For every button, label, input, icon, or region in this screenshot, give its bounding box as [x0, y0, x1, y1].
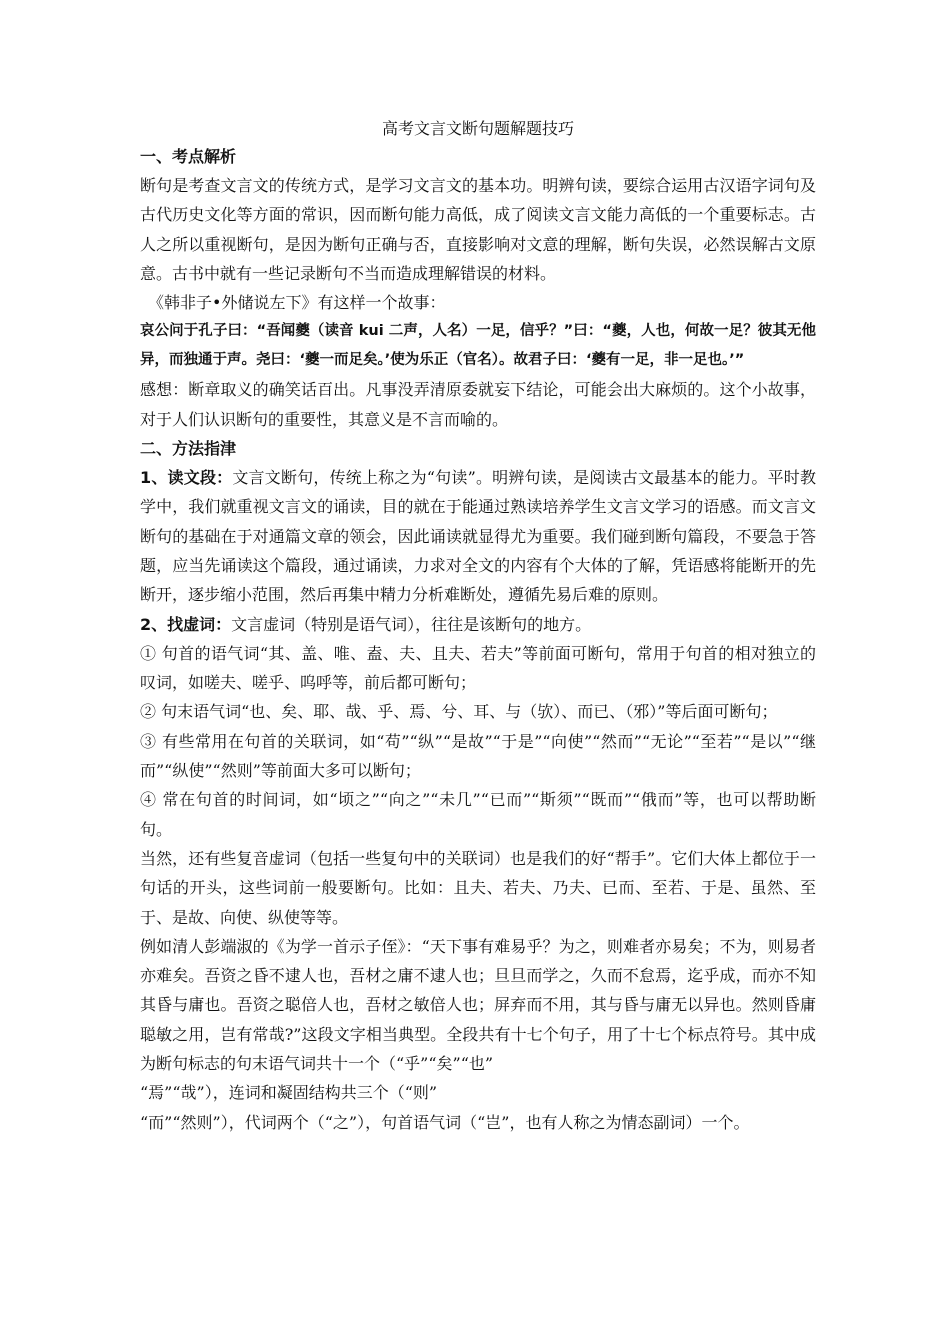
method-item-2 — [140, 610, 816, 639]
method-item-1 — [140, 463, 816, 609]
paragraph-example-cont-2: “而”“然则”），代词两个（“之”），句首语气词（“岂”，也有人称之为情态副词）一个。 — [140, 1112, 750, 1132]
paragraph-example: 例如清人彭端淑的《为学一首示子侄》：“天下事有难易乎？为之，则难者亦易矣；不为，则易者亦难矣。吾资之昏不逮人也，吾材之庸不逮人也；旦旦而学之，久而不怠焉，迄乎成，而亦不知其昏与庸也。吾资之聪倍人也，吾材之敏倍人也；屏弃而不用，其与昏与庸无以异也。然则昏庸聪敏之用，岂有常哉?”这段文字相当典型。全段共有十七个句子，用了十七个标点符号。其中成为断句标志的句末语气词共十一个（“乎”“矣”“也” — [140, 936, 816, 1074]
section-heading-1: 一、考点解析 — [140, 147, 237, 166]
list-item-point-1: ① 句首的语气词“其、盖、唯、盍、夫、且夫、若夫”等前面可断句，常用于句首的相对独立的叹词，如嗟夫、嗟乎、呜呼等，前后都可断句； — [140, 643, 816, 693]
story-quote: 哀公问于孔子曰：“吾闻夔（读音 kui 二声，人名）一足，信乎？”曰：“夔，人也，何故一足？彼其无他异，而独通于声。尧曰：‘夔一而足矣。’使为乐正（官名）。故君子曰：‘夔有一足，非一足也。’” — [140, 323, 816, 369]
paragraph-reflection: 感想：断章取义的确笑话百出。凡事没弄清原委就妄下结论，可能会出大麻烦的。这个小故事，对于人们认识断句的重要性，其意义是不言而喻的。 — [140, 380, 816, 429]
page-title: 高考文言文断句题解题技巧 — [381, 119, 574, 138]
section-heading-2: 二、方法指津 — [140, 439, 237, 459]
paragraph-story-intro: 《韩非子•外储说左下》有这样一个故事： — [148, 293, 446, 313]
paragraph-compound-particles: 当然，还有些复音虚词（包括一些复句中的关联词）也是我们的好“帮手”。它们大体上都位于一句话的开头，这些词前一般要断句。比如：且夫、若夫、乃夫、已而、至若、于是、虽然、至于、是故、向使、纵使等等。 — [140, 848, 816, 927]
paragraph-example-cont-1: “焉”“哉”），连词和凝固结构共三个（“则” — [140, 1083, 438, 1103]
method-item-1-label: 1、读文段： — [140, 468, 233, 488]
list-item-point-2: ② 句末语气词“也、矣、耶、哉、乎、焉、兮、耳、与（欤）、而已、（邪）”等后面可断句； — [140, 702, 778, 722]
method-item-1-text: 文言文断句，传统上称之为“句读”。明辨句读，是阅读古文最基本的能力。平时教学中，我们就重视文言文的诵读，目的就在于能通过熟读培养学生文言文学习的语感。而文言文断句的基础在于对通篇文章的领会，因此诵读就显得尤为重要。我们碰到断句篇段，不要急于答题，应当先诵读这个篇段，通过诵读，力求对全文的内容有个大体的了解，凭语感将能断开的先断开，逐步缩小范围，然后再集中精力分析难断处，遵循先易后难的原则。 — [140, 468, 816, 605]
method-item-2-label: 2、找虚词： — [140, 614, 232, 634]
paragraph-intro: 断句是考查文言文的传统方式，是学习文言文的基本功。明辨句读，要综合运用古汉语字词句及古代历史文化等方面的常识，因而断句能力高低，成了阅读文言文能力高低的一个重要标志。古人之所以重视断句，是因为断句正确与否，直接影响对文意的理解，断句失误，必然误解古文原意。古书中就有一些记录断句不当而造成理解错误的材料。 — [140, 176, 816, 283]
document-body — [140, 116, 816, 1137]
list-item-point-3: ③ 有些常用在句首的关联词，如“苟”“纵”“是故”“于是”“向使”“然而”“无论”“至若”“是以”“继而”“纵使”“然则”等前面大多可以断句； — [140, 731, 816, 781]
list-item-point-4: ④ 常在句首的时间词，如“顷之”“向之”“未几”“已而”“斯须”“既而”“俄而”等，也可以帮助断句。 — [140, 790, 816, 839]
method-item-2-text: 文言虚词（特别是语气词），往往是该断句的地方。 — [231, 614, 592, 634]
